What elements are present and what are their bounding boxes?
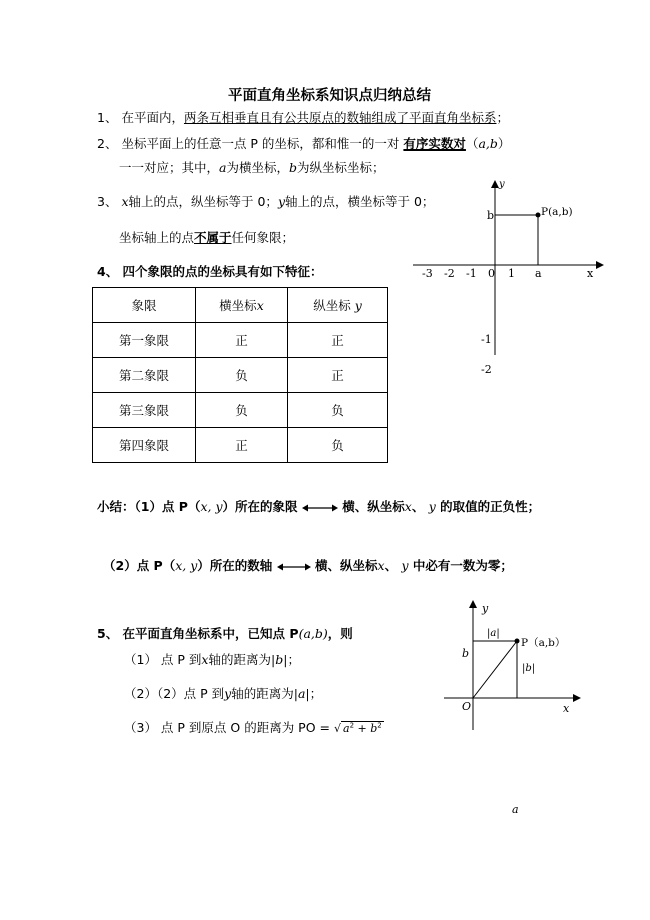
table-header-cell: 横坐标x xyxy=(195,288,287,323)
sqrt-expression xyxy=(334,721,384,735)
b-label: b xyxy=(462,647,470,660)
table-cell: 第三象限 xyxy=(93,393,196,428)
point-p-dot xyxy=(536,213,541,218)
table-cell: 第一象限 xyxy=(93,323,196,358)
exponent: 2 xyxy=(349,721,355,730)
table-cell: 正 xyxy=(287,323,387,358)
quadrant-table xyxy=(92,287,388,463)
var-x: x xyxy=(377,558,385,573)
table-cell: 负 xyxy=(287,393,387,428)
abs-b: |b| xyxy=(271,652,288,667)
pair-variable: a,b xyxy=(478,136,498,151)
coordinate-graph-2 xyxy=(440,595,590,735)
item-text: ； xyxy=(496,110,509,125)
footer-var: a xyxy=(512,803,519,816)
x-tick-label: -3 xyxy=(422,267,433,280)
item-text: （3） 点 P 到原点 O 的距离为 PO = xyxy=(124,720,330,735)
item-5-heading xyxy=(97,624,353,642)
item-text: 轴上的点，横坐标等于 0； xyxy=(285,194,435,209)
point-p-label: P（a,b） xyxy=(521,637,566,649)
exponent: 2 xyxy=(377,721,382,730)
var-a: a xyxy=(219,160,227,175)
summary-text: 、 xyxy=(411,499,425,514)
y-axis-label: y xyxy=(482,602,489,615)
double-arrow-icon xyxy=(277,562,311,572)
summary-text: 横、纵坐标 xyxy=(342,499,405,514)
var-y: y xyxy=(428,499,436,514)
table-cell: 正 xyxy=(195,323,287,358)
table-cell: 正 xyxy=(287,358,387,393)
point-var: (a,b) xyxy=(298,626,328,641)
x-axis-label: x xyxy=(587,267,594,280)
summary-text: 、 xyxy=(384,558,398,573)
item-3 xyxy=(97,192,434,210)
var-y: y xyxy=(224,686,232,701)
y-tick-label: -2 xyxy=(481,363,492,376)
x-tick-label: -2 xyxy=(444,267,455,280)
table-cell: 第四象限 xyxy=(93,428,196,463)
item-text: 坐标平面上的任意一点 P 的坐标，都和惟一的一对 xyxy=(121,136,400,151)
table-cell: 负 xyxy=(195,358,287,393)
table-row xyxy=(93,428,388,463)
item-5-line-1 xyxy=(124,650,300,668)
double-arrow-icon xyxy=(302,503,338,513)
item-3-line2 xyxy=(119,228,294,246)
segment-op xyxy=(473,641,517,698)
summary-text: ）所在的数轴 xyxy=(197,558,273,573)
summary-line-2 xyxy=(103,556,513,574)
point-p-dot xyxy=(515,639,520,644)
abs-a-label: |a| xyxy=(487,628,500,639)
var-x: x xyxy=(201,652,209,667)
item-text: ，则 xyxy=(327,626,353,641)
summary-text: 中必有一数为零； xyxy=(412,558,513,573)
item-text: 一一对应；其中， xyxy=(119,160,220,175)
y-tick-label: -1 xyxy=(481,333,492,346)
summary-text: 小结：（1）点 P（ xyxy=(97,499,201,514)
table-cell: 正 xyxy=(195,428,287,463)
point-p-label: P(a,b) xyxy=(541,206,573,218)
item-1 xyxy=(97,108,509,126)
x-tick-label: -1 xyxy=(466,267,477,280)
y-axis-label: y xyxy=(499,179,505,190)
table-row xyxy=(93,323,388,358)
plus: + xyxy=(354,722,371,735)
item-text: ； xyxy=(287,652,300,667)
item-text: 为纵坐标坐标； xyxy=(297,160,385,175)
table-header-row xyxy=(93,288,388,323)
item-text: 为横坐标， xyxy=(226,160,289,175)
summary-var: x, y xyxy=(200,499,223,514)
summary-var: x, y xyxy=(175,558,198,573)
summary-text: ）所在的象限 xyxy=(222,499,298,514)
definition-underlined: 两条互相垂直且有公共原点的数轴组成了平面直角坐标系 xyxy=(183,110,497,125)
var-y: y xyxy=(277,194,285,209)
summary-line-1 xyxy=(97,497,540,515)
item-2 xyxy=(97,134,510,152)
item-number: 1、 xyxy=(97,110,118,125)
summary-text: 的取值的正负性； xyxy=(440,499,541,514)
item-text: （2）（2）点 P 到 xyxy=(124,686,225,701)
item-text: 坐标轴上的点 xyxy=(119,230,195,245)
var-b: b xyxy=(370,722,378,735)
item-text: 5、 在平面直角坐标系中，已知点 P xyxy=(97,626,299,641)
item-text: ） xyxy=(497,136,511,151)
item-4-heading: 4、 四个象限的点的坐标具有如下特征： xyxy=(97,264,323,279)
item-text: 任何象限； xyxy=(231,230,295,245)
origin-label: O xyxy=(462,700,472,713)
abs-b-label: |b| xyxy=(522,663,536,674)
not-belong-emphasis: 不属于 xyxy=(194,230,232,245)
item-text: 轴上的点，纵坐标等于 0； xyxy=(128,194,278,209)
item-2-line2 xyxy=(119,158,385,176)
x-tick-label: 0 xyxy=(488,267,495,280)
table-cell: 第二象限 xyxy=(93,358,196,393)
item-text: ； xyxy=(309,686,323,701)
a-label: a xyxy=(535,267,542,280)
x-axis-label: x xyxy=(563,702,570,715)
x-tick-label: 1 xyxy=(508,267,515,280)
page-title: 平面直角坐标系知识点归纳总结 xyxy=(228,88,431,104)
table-row xyxy=(93,393,388,428)
table-row xyxy=(93,358,388,393)
summary-text: （2）点 P（ xyxy=(103,558,176,573)
ordered-pair-term: 有序实数对 xyxy=(403,136,466,151)
table-header-cell: 象限 xyxy=(93,288,196,323)
sqrt-icon: √ xyxy=(333,722,341,735)
item-number: 2、 xyxy=(97,136,118,151)
item-text: （1） 点 P 到 xyxy=(124,652,202,667)
var-x: x xyxy=(404,499,412,514)
summary-text: 横、纵坐标 xyxy=(315,558,378,573)
item-text: 在平面内， xyxy=(121,110,184,125)
item-number: 3、 xyxy=(97,194,118,209)
abs-a: |a| xyxy=(293,686,310,701)
item-5-line-3 xyxy=(124,718,384,736)
table-cell: 负 xyxy=(195,393,287,428)
table-header-cell: 纵坐标 y xyxy=(287,288,387,323)
table-cell: 负 xyxy=(287,428,387,463)
var-a: a xyxy=(343,722,350,735)
var-x: x xyxy=(121,194,129,209)
coordinate-graph-1 xyxy=(405,175,610,390)
b-label: b xyxy=(487,209,495,222)
item-5-line-2 xyxy=(124,684,322,702)
var-b: b xyxy=(288,160,297,175)
item-text: （ xyxy=(465,136,479,151)
item-text: 轴的距离为 xyxy=(208,652,271,667)
item-text: 轴的距离为 xyxy=(231,686,294,701)
var-y: y xyxy=(401,558,409,573)
